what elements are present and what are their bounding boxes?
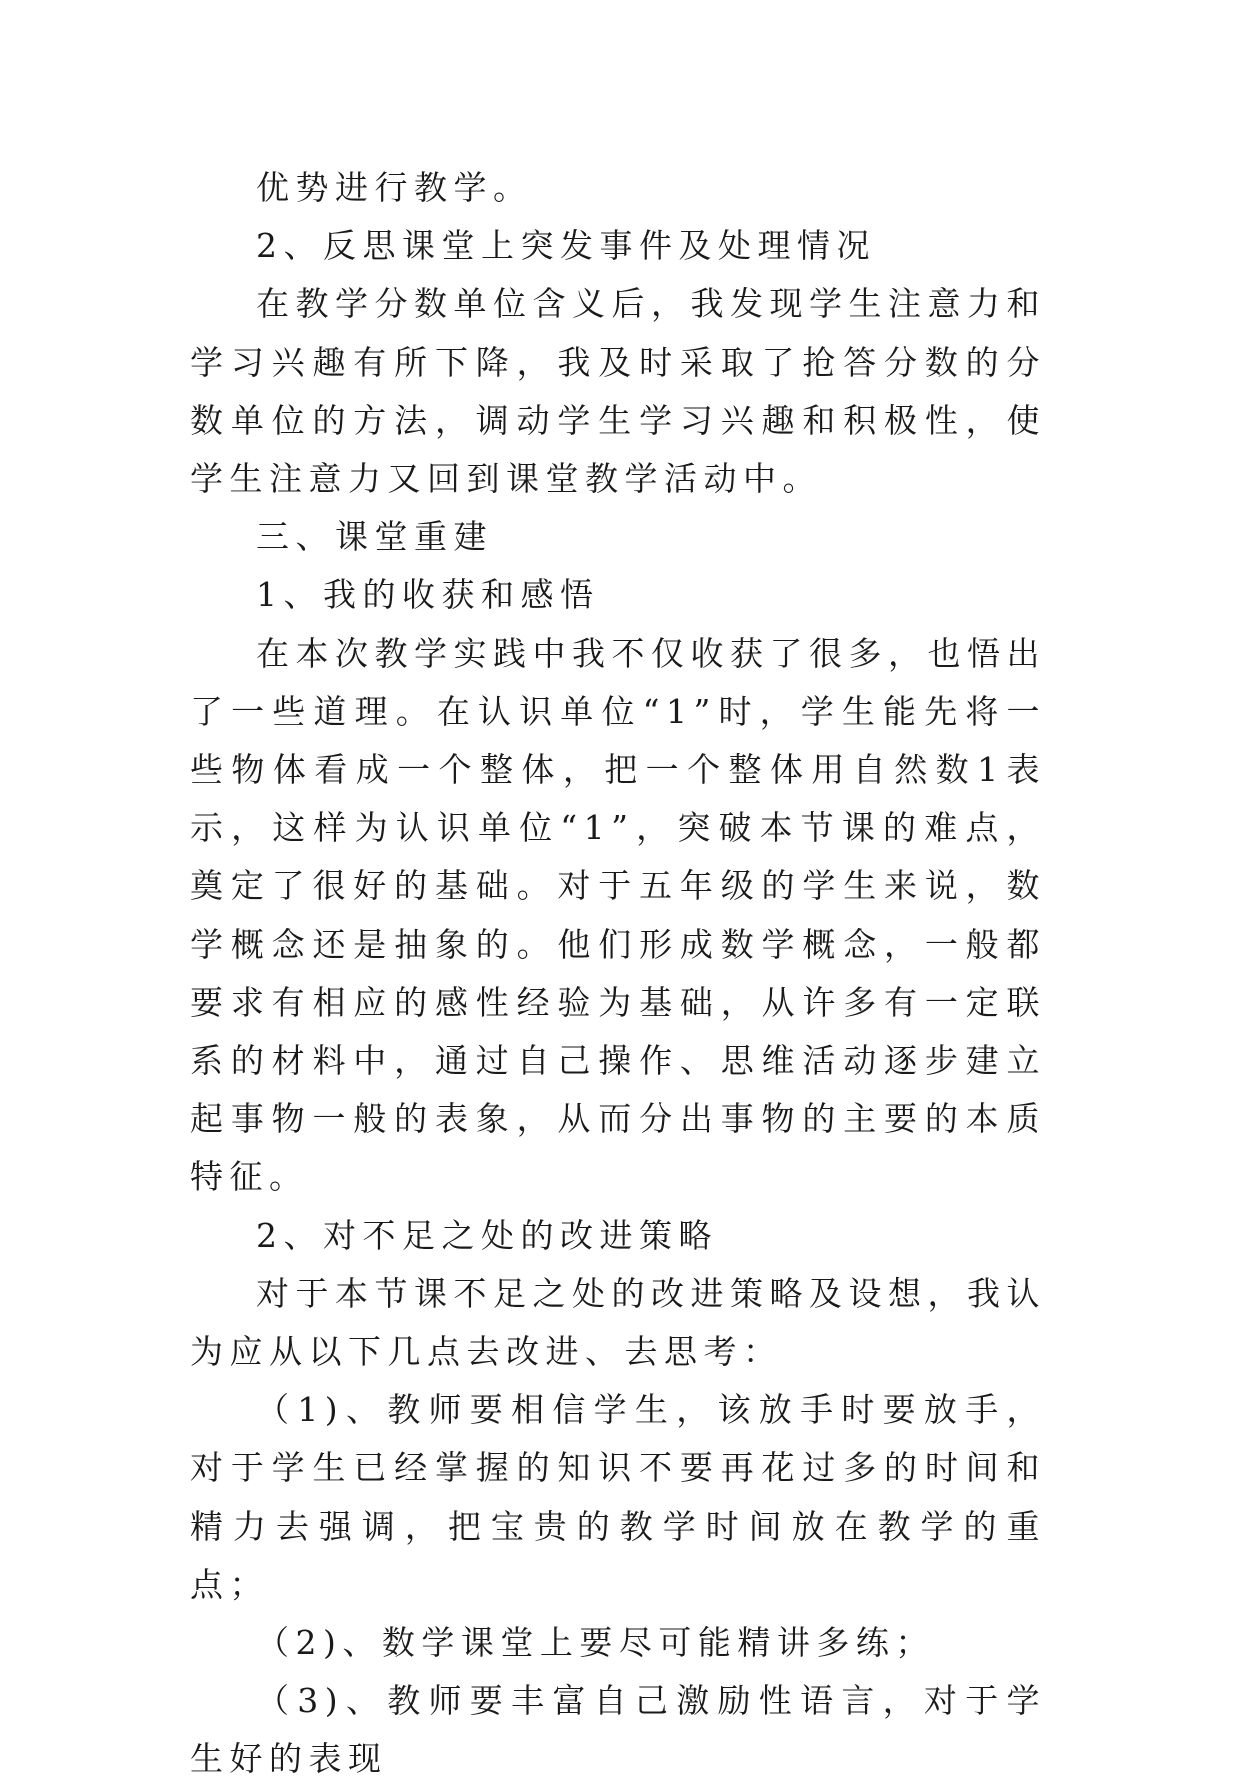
list-item: （2)、数学课堂上要尽可能精讲多练； <box>256 1623 935 1663</box>
section-subheading: 2、对不足之处的改进策略 <box>256 1215 718 1255</box>
section-subheading: 2、反思课堂上突发事件及处理情况 <box>256 226 876 266</box>
paragraph: 优势进行教学。 <box>256 168 533 207</box>
paragraph: 在教学分数单位含义后，我发现学生注意力和学习兴趣有所下降，我及时采取了抢答分数的分数单位的方法，调动学生学习兴趣和积极性，使学生注意力又回到课堂教学活动中。 <box>190 284 1046 499</box>
section-subheading: 1、我的收获和感悟 <box>256 575 600 615</box>
paragraph: 在本次教学实践中我不仅收获了很多，也悟出了一些道理。在认识单位“1”时，学生能先将一些物体看成一个整体，把一个整体用自然数1表示，这样为认识单位“1”，突破本节课的难点，奠定了很好的基础。对于五年级的学生来说，数学概念还是抽象的。他们形成数学概念，一般都要求有相应的感性经验为基础，从许多有一定联系的材料中，通过自己操作、思维活动逐步建立起事物一般的表象，从而分出事物的主要的本质特征。 <box>190 633 1046 1197</box>
list-item: （3)、教师要丰富自己激励性语言，对于学生好的表现 <box>190 1681 1046 1779</box>
paragraph: 对于本节课不足之处的改进策略及设想，我认为应从以下几点去改进、去思考： <box>190 1273 1046 1372</box>
list-item: （1)、教师要相信学生，该放手时要放手，对于学生已经掌握的知识不要再花过多的时间和精力去强调，把宝贵的教学时间放在教学的重点； <box>190 1390 1046 1604</box>
section-heading: 三、课堂重建 <box>256 517 493 557</box>
document-body <box>190 159 1046 1789</box>
